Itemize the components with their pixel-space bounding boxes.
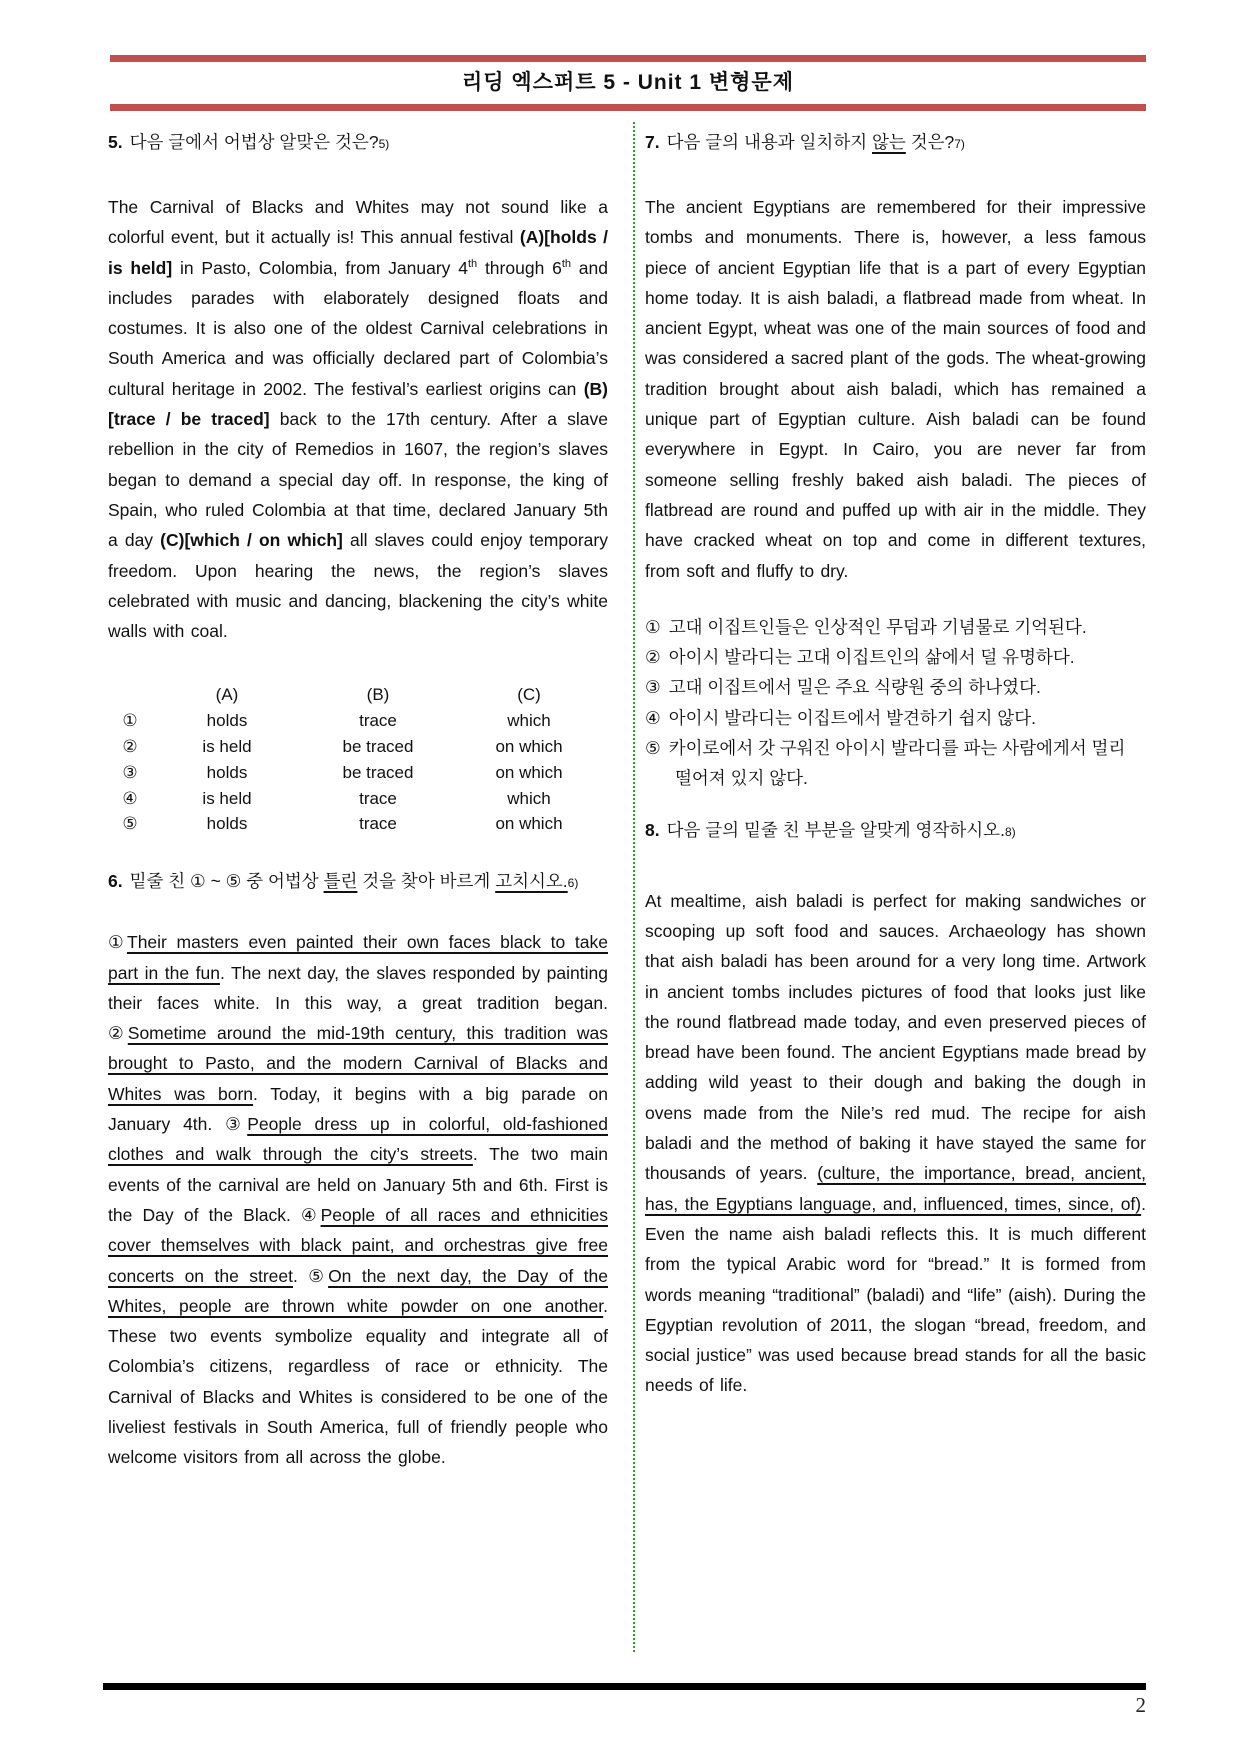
footer-rule (103, 1683, 1146, 1690)
option-text: 카이로에서 갓 구워진 아이시 발라디를 파는 사람에게서 멀리 떨어져 있지 않다. (668, 738, 1126, 789)
q5-heading (108, 128, 608, 158)
table-row: ④ is held trace which (108, 786, 608, 812)
table-row: ② is held be traced on which (108, 734, 608, 760)
left-column (108, 122, 608, 1473)
q7-options (645, 612, 1146, 794)
option-number: ⑤ (645, 738, 661, 759)
option-item (645, 612, 1146, 642)
option-number: ③ (645, 677, 661, 698)
option-item (645, 672, 1146, 702)
q7-prompt: 다음 글의 내용과 일치하지 않는 것은? (666, 132, 955, 152)
option-number: ② (122, 737, 138, 757)
option-text: 고대 이집트에서 밀은 주요 식량원 중의 하나였다. (668, 677, 1041, 698)
option-item (645, 703, 1146, 733)
header-rule-bottom (110, 104, 1146, 111)
page-title: 리딩 엑스퍼트 5 - Unit 1 변형문제 (461, 71, 795, 94)
col-header-c: (C) (517, 685, 541, 705)
q6-passage: ①Their masters even painted their own faces black to take part in the fun. The next day, the slaves responded by painting their faces white. In this way, a great tradition began. ②Sometime around the mid-19th century, this tradition was brought to Pasto, and the modern Carnival of Blacks and Whites was born. Today, it begins with a big parade on January 4th. ③People dress up in colorful, old-fashioned clothes and walk through the city’s streets. The two main events of the carnival are held on January 5th and 6th. First is the Day of the Black. ④People of all races and ethnicities cover themselves with black paint, and orchestras give free concerts on the street. ⑤On the next day, the Day of the Whites, people are thrown white powder on one another. These two events symbolize equality and integrate all of Colombia’s citizens, regardless of race or ethnicity. The Carnival of Blacks and Whites is considered to be one of the liveliest festivals in South America, full of friendly people who welcome visitors from all across the globe. (108, 932, 608, 1468)
header-rule-top (110, 55, 1146, 62)
q7-number: 7. (645, 132, 660, 152)
option-text: 아이시 발라디는 이집트에서 발견하기 쉽지 않다. (668, 707, 1036, 728)
option-item (645, 733, 1146, 794)
option-number: ① (122, 711, 138, 731)
q6-heading (108, 867, 608, 897)
option-text: 아이시 발라디는 고대 이집트인의 삶에서 덜 유명하다. (668, 647, 1075, 668)
q7-footnote-ref: 7) (954, 137, 965, 151)
option-number: ① (645, 616, 661, 637)
column-divider (633, 122, 635, 1652)
q5-number: 5. (108, 132, 123, 152)
option-number: ③ (122, 762, 138, 782)
q5-footnote-ref: 5) (378, 137, 390, 151)
col-header-a: (A) (215, 685, 239, 705)
q7-heading (645, 128, 1146, 158)
option-number: ② (645, 647, 661, 668)
q5-prompt: 다음 글에서 어법상 알맞은 것은? (129, 132, 379, 152)
page-number: 2 (1135, 1693, 1146, 1717)
content-columns (108, 122, 1146, 1652)
q7-passage: The ancient Egyptians are remembered for their impressive tombs and monuments. There is, however, a less famous piece of ancient Egyptian life that is a part of every Egyptian home today. It is aish baladi, a flatbread made from wheat. In ancient Egypt, wheat was one of the main sources of food and was considered a sacred plant of the gods. The wheat-growing tradition brought about aish baladi, which has remained a unique part of Egyptian culture. Aish baladi can be found everywhere in Egypt. In Cairo, you are never far from someone selling freshly baked aish baladi. The pieces of flatbread are round and puffed up with air in the middle. They have cracked wheat on top and come in different textures, from soft and fluffy to dry. (645, 197, 1146, 581)
right-column (645, 122, 1146, 1401)
q6-number: 6. (108, 871, 123, 892)
option-number: ④ (645, 707, 661, 728)
q8-passage: At mealtime, aish baladi is perfect for making sandwiches or scooping up soft food and sauces. Archaeology has shown that aish baladi has been around for a very long time. Artwork in ancient tombs includes pictures of food that looks just like the round flatbread made today, and even preserved pieces of bread have been found. The ancient Egyptians made bread by adding wild yeast to their dough and baking the dough in ovens made from the Nile’s red mud. The recipe for aish baladi and the method of baking it have stayed the same for thousands of years. (culture, the importance, bread, ancient, has, the Egyptians language, and, influenced, times, since, of). Even the name aish baladi reflects this. It is much different from the typical Arabic word for “bread.” It is formed from words meaning “traditional” (baladi) and “life” (aish). During the Egyptian revolution of 2011, the slogan “bread, freedom, and social justice” was used because bread stands for all the basic needs of life. (645, 890, 1146, 1396)
option-text: 고대 이집트인들은 인상적인 무덤과 기념물로 기억된다. (668, 616, 1087, 637)
option-number: ④ (122, 788, 138, 808)
q5-options-table (108, 682, 608, 837)
table-row: ⑤ holds trace on which (108, 811, 608, 837)
q6-footnote-ref: 6) (567, 876, 579, 891)
q6-prompt: 밑줄 친 ① ~ ⑤ 중 어법상 틀린 것을 찾아 바르게 고치시오. (129, 871, 568, 892)
table-row: ① holds trace which (108, 708, 608, 734)
q8-prompt: 다음 글의 밑줄 친 부분을 알맞게 영작하시오. (666, 819, 1005, 840)
q8-heading (645, 816, 1146, 846)
option-item (645, 642, 1146, 672)
q8-footnote-ref: 8) (1004, 824, 1016, 839)
table-row: ③ holds be traced on which (108, 760, 608, 786)
q8-number: 8. (645, 819, 660, 840)
table-header-row (108, 682, 608, 708)
q5-passage: The Carnival of Blacks and Whites may not sound like a colorful event, but it actually is! This annual festival (A)[holds / is held] in Pasto, Colombia, from January 4th through 6th and includes parades with elaborately designed floats and costumes. It is also one of the oldest Carnival celebrations in South America and was officially declared part of Colombia’s cultural heritage in 2002. The festival’s earliest origins can (B)[trace / be traced] back to the 17th century. After a slave rebellion in the city of Remedios in 1607, the region’s slaves began to demand a special day off. In response, the king of Spain, who ruled Colombia at that time, declared January 5th a day (C)[which / on which] all slaves could enjoy temporary freedom. Upon hearing the news, the region’s slaves celebrated with music and dancing, blackening the city’s white walls with coal. (108, 197, 609, 642)
option-number: ⑤ (122, 814, 138, 834)
col-header-b: (B) (366, 685, 390, 705)
